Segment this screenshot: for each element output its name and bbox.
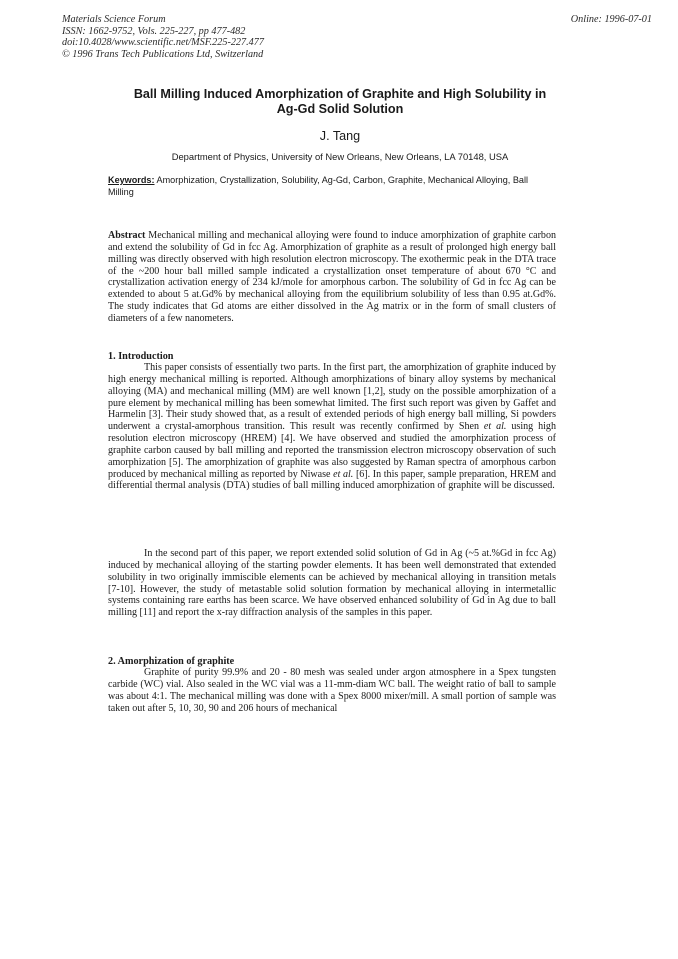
abstract-label: Abstract [108, 230, 146, 241]
section-heading-introduction: 1. Introduction [108, 351, 174, 362]
section-heading-amorphization: 2. Amorphization of graphite [108, 656, 235, 667]
intro-paragraph-2: In the second part of this paper, we report extended solid solution of Gd in Ag (~5 at.%Gd in fcc Ag) induced by mechanical alloying of the starting powder elements. It has been well demonstrated that extended solubility in two originally immiscible elements can be achieved by mechanical alloying in transition metals [7-10]. However, the study of metastable solid solution formation by mechanical alloying in intermetallic systems containing rare earths has been scarce. We have observed enhanced solubility of Gd in Ag due to ball milling [11] and report the x-ray diffraction analysis of the samples in this paper. [108, 548, 556, 619]
keywords-label: Keywords: [108, 175, 155, 185]
abstract [108, 230, 556, 325]
text-run: [6]. In this paper, sample preparation, HREM and differential thermal analysis (DTA) studies of ball milling induced amorphization of graphite will be discussed. [108, 468, 557, 492]
section2-paragraph-1: Graphite of purity 99.9% and 20 - 80 mesh was sealed under argon atmosphere in a Spex tungsten carbide (WC) vial. Also sealed in the WC vial was a 11-mm-diam WC ball. The weight ratio of ball to sample was about 4:1. The mechanical milling was done with a Spex 8000 mixer/mill. A small portion of sample was taken out after 5, 10, 30, 90 and 206 hours of mechanical [108, 667, 556, 714]
keywords [108, 174, 528, 198]
issn-line: ISSN: 1662-9752, Vols. 225-227, pp 477-482 [62, 25, 246, 37]
keywords-text: Amorphization, Crystallization, Solubility, Ag-Gd, Carbon, Graphite, Mechanical Alloying, Ball Milling [108, 175, 528, 198]
doi-link[interactable]: doi:10.4028/www.scientific.net/MSF.225-227.477 [62, 37, 264, 49]
intro-paragraph-1 [108, 362, 556, 492]
abstract-text: Mechanical milling and mechanical alloying were found to induce amorphization of graphite carbon and extend the solubility of Gd in fcc Ag. Amorphization of graphite as a result of prolonged high energy ball milling was directly observed with high resolution electron microscopy. The exothermic peak in the DTA trace of the ~200 hour ball milled sample indicated a crystallization onset temperature of about 670 °C and crystallization activation energy of 234 kJ/mole for amorphous carbon. The solubility of Gd in fcc Ag can be extended to about 5 at.Gd% by mechanical alloying from the equilibrium solubility of less than 0.95 at.Gd%. The study indicates that Gd atoms are either dissolved in the Ag matrix or in the form of small clusters of diameters of a few nanometers. [108, 230, 556, 324]
author-name: J. Tang [319, 129, 361, 143]
journal-name: Materials Science Forum [62, 14, 166, 25]
text-run: This paper consists of essentially two parts. In the first part, the amorphization of graphite induced by high energy mechanical milling is reported. Although amorphizations of binary alloy systems by mechanical alloying (MA) and mechanical milling (MM) are well known [1,2], study on the possible amorphization of a pure element by mechanical milling has been somewhat limited. The first such report was given by Gaffet and Harmelin [3]. Their study showed that, as a result of extended periods of high energy ball milling, Si powders underwent a crystal-amorphous transition. This result was recently confirmed by Shen [108, 362, 556, 433]
et-al: et al. [483, 421, 507, 433]
title-line-2: Ag-Gd Solid Solution [276, 102, 404, 116]
online-date: Online: 1996-07-01 [570, 14, 652, 25]
paper-title [60, 87, 620, 117]
et-al: et al. [333, 468, 354, 480]
affiliation: Department of Physics, University of New Orleans, New Orleans, LA 70148, USA [171, 151, 509, 162]
text-run: using high resolution electron microscopy (HREM) [4]. We have observed and studied the amorphization process of graphite carbon caused by ball milling and reported the transmission electron microscopy observation of such amorphization [5]. The amorphization of graphite was also suggested by Raman spectra of amorphous carbon produced by mechanical milling as reported by Niwase [108, 421, 556, 480]
copyright-line: © 1996 Trans Tech Publications Ltd, Switzerland [62, 48, 264, 60]
journal-header [62, 14, 264, 60]
title-line-1: Ball Milling Induced Amorphization of Graphite and High Solubility in [133, 87, 547, 101]
